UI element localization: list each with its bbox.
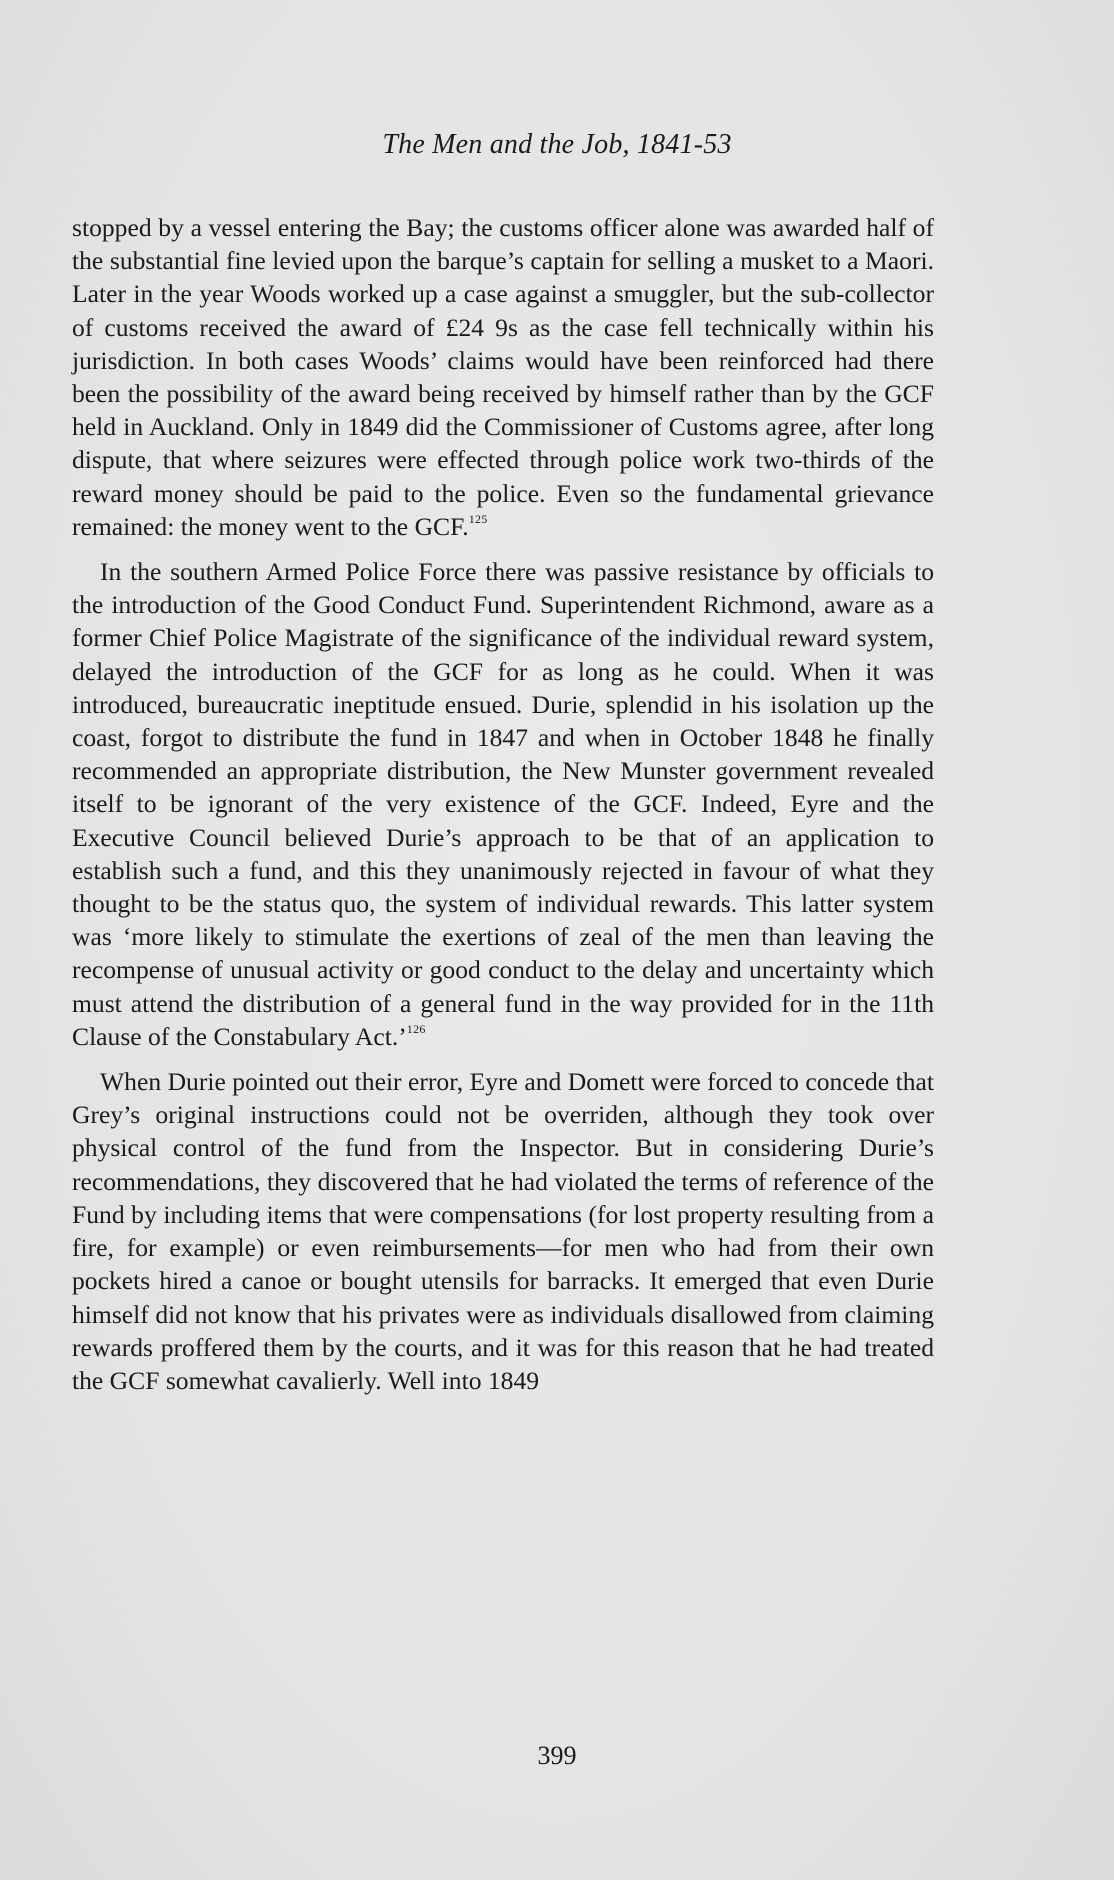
running-head-title: The Men and the Job, 1841-53 <box>382 129 732 160</box>
footnote-marker[interactable]: 125 <box>468 511 488 526</box>
paragraph <box>72 211 934 543</box>
paragraph-text: In the southern Armed Police Force there was passive resistance by officials to the introduction of the Good Conduct Fund. Superintendent Richmond, aware as a former Chief Police Magistrate of the significance of the individual reward system, delayed the introduction of the GCF for as long as he could. When it was introduced, bureaucratic ineptitude ensued. Durie, splendid in his isolation up the coast, forgot to distribute the fund in 1847 and when in October 1848 he finally recommended an appropriate distribution, the New Munster government revealed itself to be ignorant of the very existence of the GCF. Indeed, Eyre and the Executive Council believed Durie’s approach to be that of an application to establish such a fund, and this they unanimously rejected in favour of what they thought to be the status quo, the system of individual rewards. This latter system was ‘more likely to stimulate the exertions of zeal of the men than leaving the recompense of unusual activity or good conduct to the delay and uncertainty which must attend the distribution of a general fund in the way provided for in the 11th Clause of the Constabulary Act.’ <box>72 557 934 1051</box>
body-text <box>72 211 934 1397</box>
paragraph-text: When Durie pointed out their error, Eyre and Domett were forced to concede that Grey’s original instructions could not be overriden, although they took over physical control of the fund from the Inspector. But in considering Durie’s recommendations, they discovered that he had violated the terms of reference of the Fund by including items that were compensations (for lost property resulting from a fire, for example) or even reimbursements—for men who had from their own pockets hired a canoe or bought utensils for barracks. It emerged that even Durie himself did not know that his privates were as individuals disallowed from claiming rewards proffered them by the courts, and it was for this reason that he had treated the GCF somewhat cavalierly. Well into 1849 <box>72 1067 934 1395</box>
page-number: 399 <box>537 1741 577 1770</box>
footnote-marker[interactable]: 126 <box>406 1021 426 1036</box>
paragraph-text: stopped by a vessel entering the Bay; the customs officer alone was awarded half of the substantial fine levied upon the barque’s captain for selling a musket to a Maori. Later in the year Woods worked up a case against a smuggler, but the sub-collector of customs received the award of £24 9s as the case fell technically within his jurisdiction. In both cases Woods’ claims would have been reinforced had there been the possibility of the award being received by himself rather than by the GCF held in Auckland. Only in 1849 did the Commissioner of Customs agree, after long dispute, that where seizures were effected through police work two-thirds of the reward money should be paid to the police. Even so the fundamental grievance remained: the money went to the GCF. <box>72 213 934 541</box>
paragraph <box>72 555 934 1053</box>
paragraph <box>72 1065 934 1397</box>
